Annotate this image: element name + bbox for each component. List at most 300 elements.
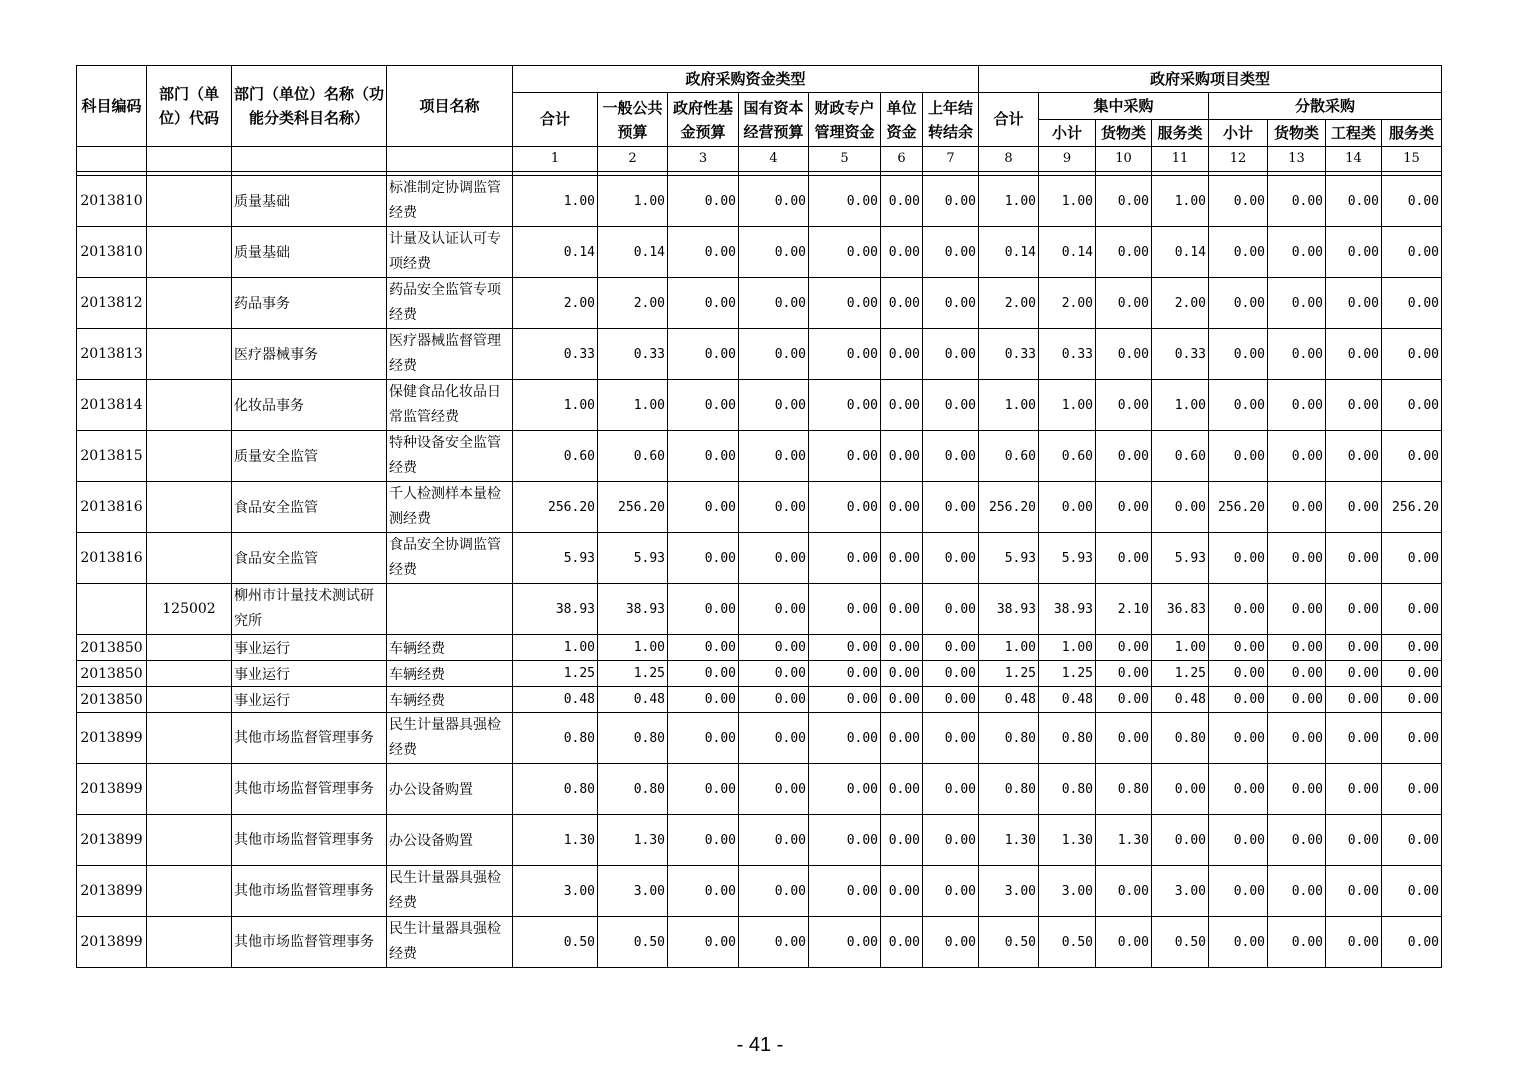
value-cell: 0.00	[1382, 584, 1442, 635]
value-cell: 0.00	[923, 661, 979, 687]
dept-name-cell: 其他市场监督管理事务	[232, 764, 387, 815]
value-cell: 1.30	[598, 815, 668, 866]
value-cell: 1.00	[1152, 380, 1209, 431]
value-cell: 0.80	[513, 713, 598, 764]
value-cell: 0.00	[809, 329, 881, 380]
subject-code-cell: 2013899	[77, 815, 147, 866]
subject-code-cell: 2013899	[77, 917, 147, 968]
value-cell: 1.00	[1039, 380, 1096, 431]
subject-code-cell: 2013815	[77, 431, 147, 482]
value-cell: 0.00	[881, 329, 923, 380]
header-gov-fund: 政府性基金预算	[668, 93, 739, 147]
value-cell: 0.00	[1326, 278, 1382, 329]
value-cell: 0.00	[1096, 917, 1152, 968]
header-project-total: 合计	[979, 93, 1039, 147]
dept-name-cell: 医疗器械事务	[232, 329, 387, 380]
subject-code-cell: 2013810	[77, 227, 147, 278]
header-central-subtotal: 小计	[1039, 120, 1096, 147]
value-cell: 0.00	[923, 713, 979, 764]
value-cell: 0.00	[923, 533, 979, 584]
value-cell: 0.00	[739, 533, 809, 584]
value-cell: 5.93	[513, 533, 598, 584]
dept-code-cell	[147, 687, 232, 713]
value-cell: 0.00	[1382, 380, 1442, 431]
value-cell: 0.00	[923, 482, 979, 533]
value-cell: 38.93	[513, 584, 598, 635]
value-cell: 0.00	[881, 687, 923, 713]
value-cell: 0.00	[881, 482, 923, 533]
value-cell: 36.83	[1152, 584, 1209, 635]
value-cell: 256.20	[598, 482, 668, 533]
value-cell: 0.48	[1039, 687, 1096, 713]
value-cell: 0.00	[881, 815, 923, 866]
value-cell: 0.00	[1209, 661, 1268, 687]
value-cell: 0.00	[1268, 917, 1326, 968]
value-cell: 0.00	[739, 661, 809, 687]
dept-code-cell	[147, 227, 232, 278]
value-cell: 0.00	[809, 278, 881, 329]
project-name-cell	[387, 584, 513, 635]
subject-code-cell: 2013814	[77, 380, 147, 431]
value-cell: 0.00	[881, 635, 923, 661]
dept-code-cell: 125002	[147, 584, 232, 635]
table-row	[77, 866, 1442, 917]
project-name-cell: 医疗器械监督管理经费	[387, 329, 513, 380]
value-cell: 0.00	[1382, 687, 1442, 713]
value-cell: 0.00	[923, 635, 979, 661]
value-cell: 0.00	[1268, 482, 1326, 533]
value-cell: 0.00	[1382, 917, 1442, 968]
dept-name-cell: 其他市场监督管理事务	[232, 815, 387, 866]
value-cell: 0.00	[923, 380, 979, 431]
dept-code-cell	[147, 635, 232, 661]
subject-code-cell: 2013899	[77, 866, 147, 917]
value-cell: 0.00	[668, 866, 739, 917]
value-cell: 0.00	[1326, 866, 1382, 917]
value-cell: 0.00	[1326, 329, 1382, 380]
dept-name-cell: 事业运行	[232, 635, 387, 661]
value-cell: 0.00	[739, 764, 809, 815]
value-cell: 0.80	[598, 764, 668, 815]
value-cell: 0.00	[1096, 431, 1152, 482]
value-cell: 0.00	[668, 278, 739, 329]
value-cell: 2.00	[1039, 278, 1096, 329]
value-cell: 256.20	[513, 482, 598, 533]
value-cell: 0.00	[1096, 380, 1152, 431]
subject-code-cell: 2013810	[77, 176, 147, 227]
value-cell: 0.00	[923, 329, 979, 380]
header-project-name: 项目名称	[387, 66, 513, 147]
value-cell: 0.00	[1268, 687, 1326, 713]
value-cell: 1.00	[598, 635, 668, 661]
value-cell: 0.00	[1268, 278, 1326, 329]
value-cell: 0.00	[1152, 764, 1209, 815]
header-unit-fund: 单位资金	[881, 93, 923, 147]
value-cell: 0.00	[1209, 278, 1268, 329]
dept-name-cell: 食品安全监管	[232, 533, 387, 584]
value-cell: 1.00	[598, 176, 668, 227]
value-cell: 0.33	[513, 329, 598, 380]
value-cell: 0.00	[668, 661, 739, 687]
header-central-goods: 货物类	[1096, 120, 1152, 147]
subject-code-cell: 2013813	[77, 329, 147, 380]
value-cell: 1.25	[513, 661, 598, 687]
value-cell: 0.00	[739, 380, 809, 431]
header-decentralized: 分散采购	[1209, 93, 1442, 120]
value-cell: 0.48	[598, 687, 668, 713]
value-cell: 0.00	[1096, 482, 1152, 533]
value-cell: 0.33	[598, 329, 668, 380]
dept-name-cell: 其他市场监督管理事务	[232, 917, 387, 968]
value-cell: 1.00	[1152, 635, 1209, 661]
dept-code-cell	[147, 764, 232, 815]
value-cell: 0.00	[1152, 482, 1209, 533]
col-number: 14	[1326, 147, 1382, 172]
value-cell: 3.00	[979, 866, 1039, 917]
value-cell: 0.80	[1039, 713, 1096, 764]
value-cell: 0.00	[1039, 482, 1096, 533]
value-cell: 0.00	[739, 635, 809, 661]
value-cell: 0.00	[809, 431, 881, 482]
value-cell: 0.00	[1209, 584, 1268, 635]
value-cell: 0.00	[1268, 329, 1326, 380]
value-cell: 1.25	[1152, 661, 1209, 687]
value-cell: 0.00	[739, 329, 809, 380]
value-cell: 0.00	[1326, 533, 1382, 584]
table-row	[77, 917, 1442, 968]
value-cell: 0.00	[739, 713, 809, 764]
value-cell: 0.00	[1096, 635, 1152, 661]
value-cell: 1.00	[513, 635, 598, 661]
dept-code-cell	[147, 533, 232, 584]
value-cell: 0.00	[809, 815, 881, 866]
value-cell: 0.00	[1209, 687, 1268, 713]
header-fund-type: 政府采购资金类型	[513, 66, 979, 93]
value-cell: 0.00	[1096, 227, 1152, 278]
subject-code-cell: 2013850	[77, 661, 147, 687]
value-cell: 0.00	[739, 917, 809, 968]
value-cell: 0.00	[1209, 176, 1268, 227]
value-cell: 38.93	[1039, 584, 1096, 635]
value-cell: 0.00	[1268, 176, 1326, 227]
dept-code-cell	[147, 329, 232, 380]
project-name-cell: 车辆经费	[387, 687, 513, 713]
value-cell: 0.50	[1152, 917, 1209, 968]
value-cell: 0.48	[979, 687, 1039, 713]
col-number: 15	[1382, 147, 1442, 172]
value-cell: 0.00	[1326, 687, 1382, 713]
value-cell: 0.14	[1152, 227, 1209, 278]
value-cell: 0.00	[809, 533, 881, 584]
value-cell: 0.00	[1209, 329, 1268, 380]
value-cell: 0.00	[881, 176, 923, 227]
value-cell: 0.00	[1382, 533, 1442, 584]
value-cell: 0.00	[809, 764, 881, 815]
header-central-services: 服务类	[1152, 120, 1209, 147]
project-name-cell: 办公设备购置	[387, 764, 513, 815]
table-row	[77, 533, 1442, 584]
project-name-cell: 标准制定协调监管经费	[387, 176, 513, 227]
value-cell: 0.14	[598, 227, 668, 278]
value-cell: 0.80	[1152, 713, 1209, 764]
value-cell: 0.00	[1209, 815, 1268, 866]
value-cell: 0.00	[668, 584, 739, 635]
value-cell: 0.48	[1152, 687, 1209, 713]
table-row	[77, 764, 1442, 815]
value-cell: 0.60	[1152, 431, 1209, 482]
value-cell: 0.00	[1326, 380, 1382, 431]
value-cell: 5.93	[979, 533, 1039, 584]
header-project-type: 政府采购项目类型	[979, 66, 1442, 93]
value-cell: 0.00	[809, 584, 881, 635]
value-cell: 0.00	[739, 227, 809, 278]
header-subject-code: 科目编码	[77, 66, 147, 147]
subject-code-cell: 2013812	[77, 278, 147, 329]
table-row	[77, 713, 1442, 764]
value-cell: 0.00	[668, 764, 739, 815]
dept-code-cell	[147, 431, 232, 482]
subject-code-cell: 2013899	[77, 764, 147, 815]
table-body	[77, 172, 1442, 968]
value-cell: 0.00	[923, 687, 979, 713]
value-cell: 0.00	[1382, 431, 1442, 482]
value-cell: 2.00	[513, 278, 598, 329]
value-cell: 1.30	[513, 815, 598, 866]
value-cell: 0.00	[1268, 661, 1326, 687]
value-cell: 0.00	[1209, 227, 1268, 278]
value-cell: 1.25	[1039, 661, 1096, 687]
value-cell: 0.00	[1268, 584, 1326, 635]
value-cell: 0.00	[923, 431, 979, 482]
value-cell: 3.00	[1039, 866, 1096, 917]
value-cell: 0.00	[809, 713, 881, 764]
dept-name-cell: 质量基础	[232, 176, 387, 227]
value-cell: 0.00	[739, 866, 809, 917]
value-cell: 0.00	[809, 176, 881, 227]
value-cell: 0.48	[513, 687, 598, 713]
dept-code-cell	[147, 176, 232, 227]
subject-code-cell: 2013816	[77, 533, 147, 584]
dept-name-cell: 药品事务	[232, 278, 387, 329]
value-cell: 0.00	[881, 917, 923, 968]
value-cell: 0.00	[1382, 661, 1442, 687]
value-cell: 0.00	[1268, 764, 1326, 815]
value-cell: 0.50	[513, 917, 598, 968]
dept-code-cell	[147, 482, 232, 533]
dept-code-cell	[147, 866, 232, 917]
value-cell: 256.20	[1382, 482, 1442, 533]
value-cell: 2.10	[1096, 584, 1152, 635]
table-row	[77, 278, 1442, 329]
project-name-cell: 民生计量器具强检经费	[387, 713, 513, 764]
value-cell: 0.00	[668, 482, 739, 533]
value-cell: 0.00	[739, 815, 809, 866]
value-cell: 0.00	[809, 661, 881, 687]
header-decentral-goods: 货物类	[1268, 120, 1326, 147]
value-cell: 0.00	[668, 227, 739, 278]
value-cell: 0.00	[1096, 176, 1152, 227]
value-cell: 0.60	[979, 431, 1039, 482]
value-cell: 0.00	[739, 687, 809, 713]
value-cell: 0.14	[979, 227, 1039, 278]
value-cell: 0.00	[1268, 866, 1326, 917]
value-cell: 0.00	[739, 278, 809, 329]
project-name-cell: 办公设备购置	[387, 815, 513, 866]
value-cell: 0.00	[1326, 176, 1382, 227]
value-cell: 0.00	[1326, 661, 1382, 687]
value-cell: 0.00	[1326, 431, 1382, 482]
value-cell: 0.00	[668, 176, 739, 227]
dept-code-cell	[147, 661, 232, 687]
value-cell: 0.00	[923, 176, 979, 227]
value-cell: 0.50	[979, 917, 1039, 968]
dept-name-cell: 事业运行	[232, 687, 387, 713]
project-name-cell: 民生计量器具强检经费	[387, 917, 513, 968]
value-cell: 1.00	[513, 176, 598, 227]
value-cell: 1.00	[598, 380, 668, 431]
header-special-account: 财政专户管理资金	[809, 93, 881, 147]
value-cell: 0.00	[1326, 482, 1382, 533]
value-cell: 1.30	[1039, 815, 1096, 866]
col-number: 3	[668, 147, 739, 172]
value-cell: 5.93	[1039, 533, 1096, 584]
value-cell: 0.00	[881, 380, 923, 431]
value-cell: 5.93	[598, 533, 668, 584]
header-state-capital: 国有资本经营预算	[739, 93, 809, 147]
value-cell: 0.80	[513, 764, 598, 815]
header-dept-code: 部门（单位）代码	[147, 66, 232, 147]
value-cell: 256.20	[1209, 482, 1268, 533]
header-fund-total: 合计	[513, 93, 598, 147]
value-cell: 0.00	[881, 584, 923, 635]
value-cell: 0.60	[513, 431, 598, 482]
value-cell: 0.00	[1268, 533, 1326, 584]
value-cell: 0.00	[923, 584, 979, 635]
value-cell: 0.33	[1152, 329, 1209, 380]
dept-code-cell	[147, 278, 232, 329]
dept-code-cell	[147, 713, 232, 764]
value-cell: 0.00	[1326, 713, 1382, 764]
value-cell: 38.93	[979, 584, 1039, 635]
value-cell: 1.25	[598, 661, 668, 687]
value-cell: 0.00	[1096, 661, 1152, 687]
col-number: 5	[809, 147, 881, 172]
subject-code-cell: 2013850	[77, 635, 147, 661]
value-cell: 0.33	[1039, 329, 1096, 380]
value-cell: 0.00	[1382, 329, 1442, 380]
table-row	[77, 635, 1442, 661]
column-number-row	[77, 147, 1442, 172]
value-cell: 0.00	[881, 661, 923, 687]
value-cell: 0.80	[1096, 764, 1152, 815]
header-carryover: 上年结转结余	[923, 93, 979, 147]
dept-name-cell: 食品安全监管	[232, 482, 387, 533]
value-cell: 0.14	[1039, 227, 1096, 278]
value-cell: 0.00	[1382, 713, 1442, 764]
value-cell: 3.00	[513, 866, 598, 917]
col-number: 1	[513, 147, 598, 172]
value-cell: 0.00	[1268, 815, 1326, 866]
header-decentral-subtotal: 小计	[1209, 120, 1268, 147]
value-cell: 0.00	[809, 227, 881, 278]
value-cell: 0.60	[1039, 431, 1096, 482]
value-cell: 0.00	[1326, 917, 1382, 968]
header-centralized: 集中采购	[1039, 93, 1209, 120]
project-name-cell: 民生计量器具强检经费	[387, 866, 513, 917]
col-number: 7	[923, 147, 979, 172]
dept-name-cell: 其他市场监督管理事务	[232, 713, 387, 764]
value-cell: 1.00	[979, 176, 1039, 227]
value-cell: 0.00	[809, 687, 881, 713]
table-row	[77, 431, 1442, 482]
value-cell: 0.00	[1268, 380, 1326, 431]
value-cell: 0.00	[668, 635, 739, 661]
value-cell: 0.00	[1268, 227, 1326, 278]
col-number: 2	[598, 147, 668, 172]
value-cell: 0.00	[1326, 815, 1382, 866]
col-number: 13	[1268, 147, 1326, 172]
value-cell: 0.00	[668, 713, 739, 764]
project-name-cell: 车辆经费	[387, 661, 513, 687]
value-cell: 0.00	[1268, 635, 1326, 661]
value-cell: 0.00	[1382, 227, 1442, 278]
value-cell: 0.00	[881, 431, 923, 482]
value-cell: 0.00	[809, 866, 881, 917]
dept-name-cell: 质量安全监管	[232, 431, 387, 482]
dept-code-cell	[147, 917, 232, 968]
value-cell: 0.80	[598, 713, 668, 764]
value-cell: 0.00	[881, 227, 923, 278]
value-cell: 0.00	[923, 227, 979, 278]
value-cell: 0.00	[1326, 635, 1382, 661]
value-cell: 1.30	[979, 815, 1039, 866]
value-cell: 1.00	[513, 380, 598, 431]
header-decentral-services: 服务类	[1382, 120, 1442, 147]
value-cell: 1.00	[1039, 176, 1096, 227]
value-cell: 0.00	[1326, 227, 1382, 278]
table-row	[77, 176, 1442, 227]
value-cell: 1.30	[1096, 815, 1152, 866]
col-number: 8	[979, 147, 1039, 172]
value-cell: 0.14	[513, 227, 598, 278]
header-decentral-works: 工程类	[1326, 120, 1382, 147]
value-cell: 0.80	[979, 713, 1039, 764]
value-cell: 0.00	[668, 380, 739, 431]
page-number: - 41 -	[736, 1034, 784, 1056]
value-cell: 0.00	[881, 713, 923, 764]
value-cell: 0.00	[1209, 764, 1268, 815]
col-number: 10	[1096, 147, 1152, 172]
value-cell: 3.00	[598, 866, 668, 917]
value-cell: 0.00	[923, 917, 979, 968]
col-number: 11	[1152, 147, 1209, 172]
value-cell: 3.00	[1152, 866, 1209, 917]
value-cell: 0.00	[923, 866, 979, 917]
project-name-cell: 特种设备安全监管经费	[387, 431, 513, 482]
value-cell: 0.00	[809, 482, 881, 533]
project-name-cell: 千人检测样本量检测经费	[387, 482, 513, 533]
value-cell: 0.60	[598, 431, 668, 482]
value-cell: 0.80	[1039, 764, 1096, 815]
table-row	[77, 661, 1442, 687]
value-cell: 0.00	[739, 584, 809, 635]
value-cell: 0.00	[923, 278, 979, 329]
value-cell: 0.00	[881, 278, 923, 329]
project-name-cell: 食品安全协调监管经费	[387, 533, 513, 584]
value-cell: 0.00	[1209, 533, 1268, 584]
value-cell: 0.00	[1268, 713, 1326, 764]
value-cell: 0.00	[809, 380, 881, 431]
